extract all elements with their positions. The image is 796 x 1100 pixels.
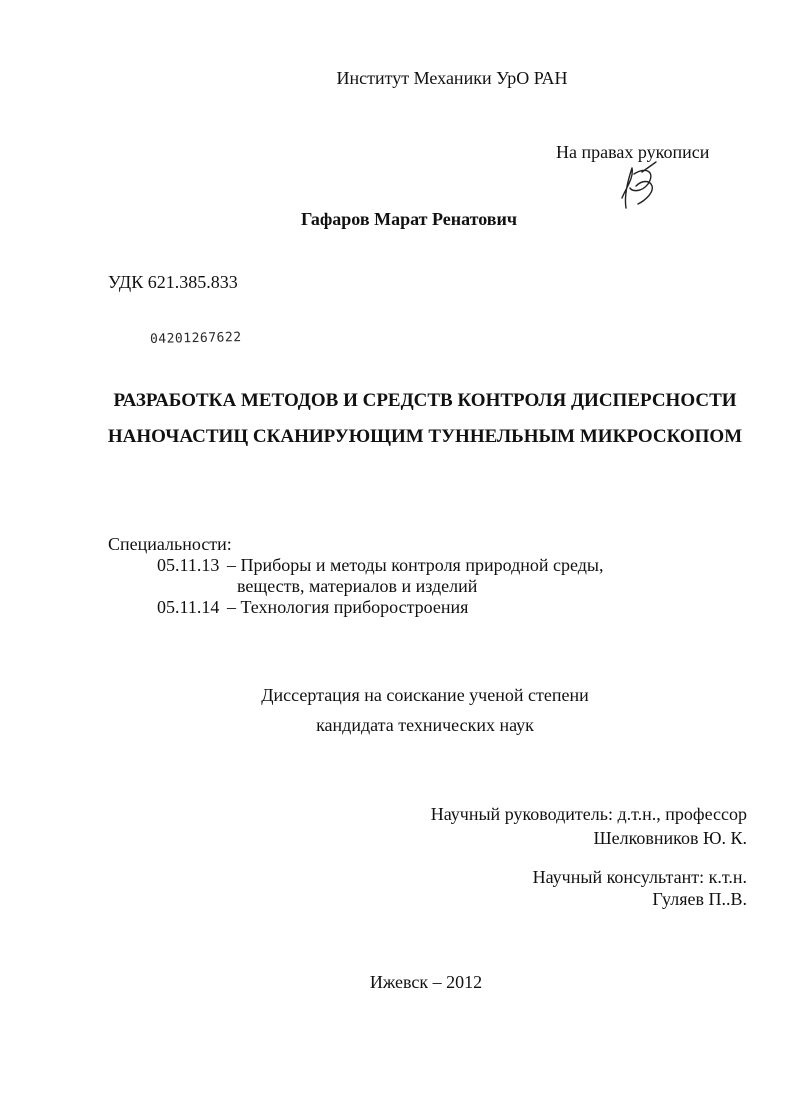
degree-statement bbox=[0, 680, 796, 740]
specialty-code: 05.11.13 bbox=[157, 555, 220, 575]
signature-mark bbox=[612, 158, 662, 214]
consultant-role: Научный консультант: к.т.н. bbox=[532, 867, 747, 887]
institute-name: Институт Механики УрО РАН bbox=[336, 68, 568, 88]
scientific-advisor bbox=[431, 802, 747, 850]
manuscript-rights-note: На правах рукописи bbox=[556, 142, 710, 162]
scientific-consultant bbox=[533, 866, 747, 910]
degree-line-1: Диссертация на соискание ученой степени bbox=[261, 685, 589, 705]
specialty-name: – Приборы и методы контроля природной среды, bbox=[227, 555, 604, 575]
degree-line-2: кандидата технических наук bbox=[316, 715, 534, 735]
inventory-stamp-number: 04201267622 bbox=[149, 330, 242, 347]
consultant-name: Гуляев П..В. bbox=[652, 889, 747, 909]
specialty-code: 05.11.14 bbox=[157, 597, 220, 617]
author-name: Гафаров Марат Ренатович bbox=[300, 209, 518, 229]
advisor-name: Шелковников Ю. К. bbox=[593, 828, 747, 848]
udc-code: УДК 621.385.833 bbox=[108, 272, 238, 292]
specialties-heading: Специальности: bbox=[108, 534, 232, 554]
specialty-name: – Технология приборостроения bbox=[227, 597, 469, 617]
title-line-1: РАЗРАБОТКА МЕТОДОВ И СРЕДСТВ КОНТРОЛЯ ДИСПЕРСНОСТИ bbox=[113, 390, 737, 411]
advisor-role: Научный руководитель: д.т.н., профессор bbox=[430, 804, 747, 824]
city-year: Ижевск – 2012 bbox=[369, 972, 483, 992]
dissertation-title bbox=[0, 383, 796, 455]
specialty-name-continuation: веществ, материалов и изделий bbox=[237, 576, 478, 596]
title-line-2: НАНОЧАСТИЦ СКАНИРУЮЩИМ ТУННЕЛЬНЫМ МИКРОСКОПОМ bbox=[107, 426, 743, 447]
